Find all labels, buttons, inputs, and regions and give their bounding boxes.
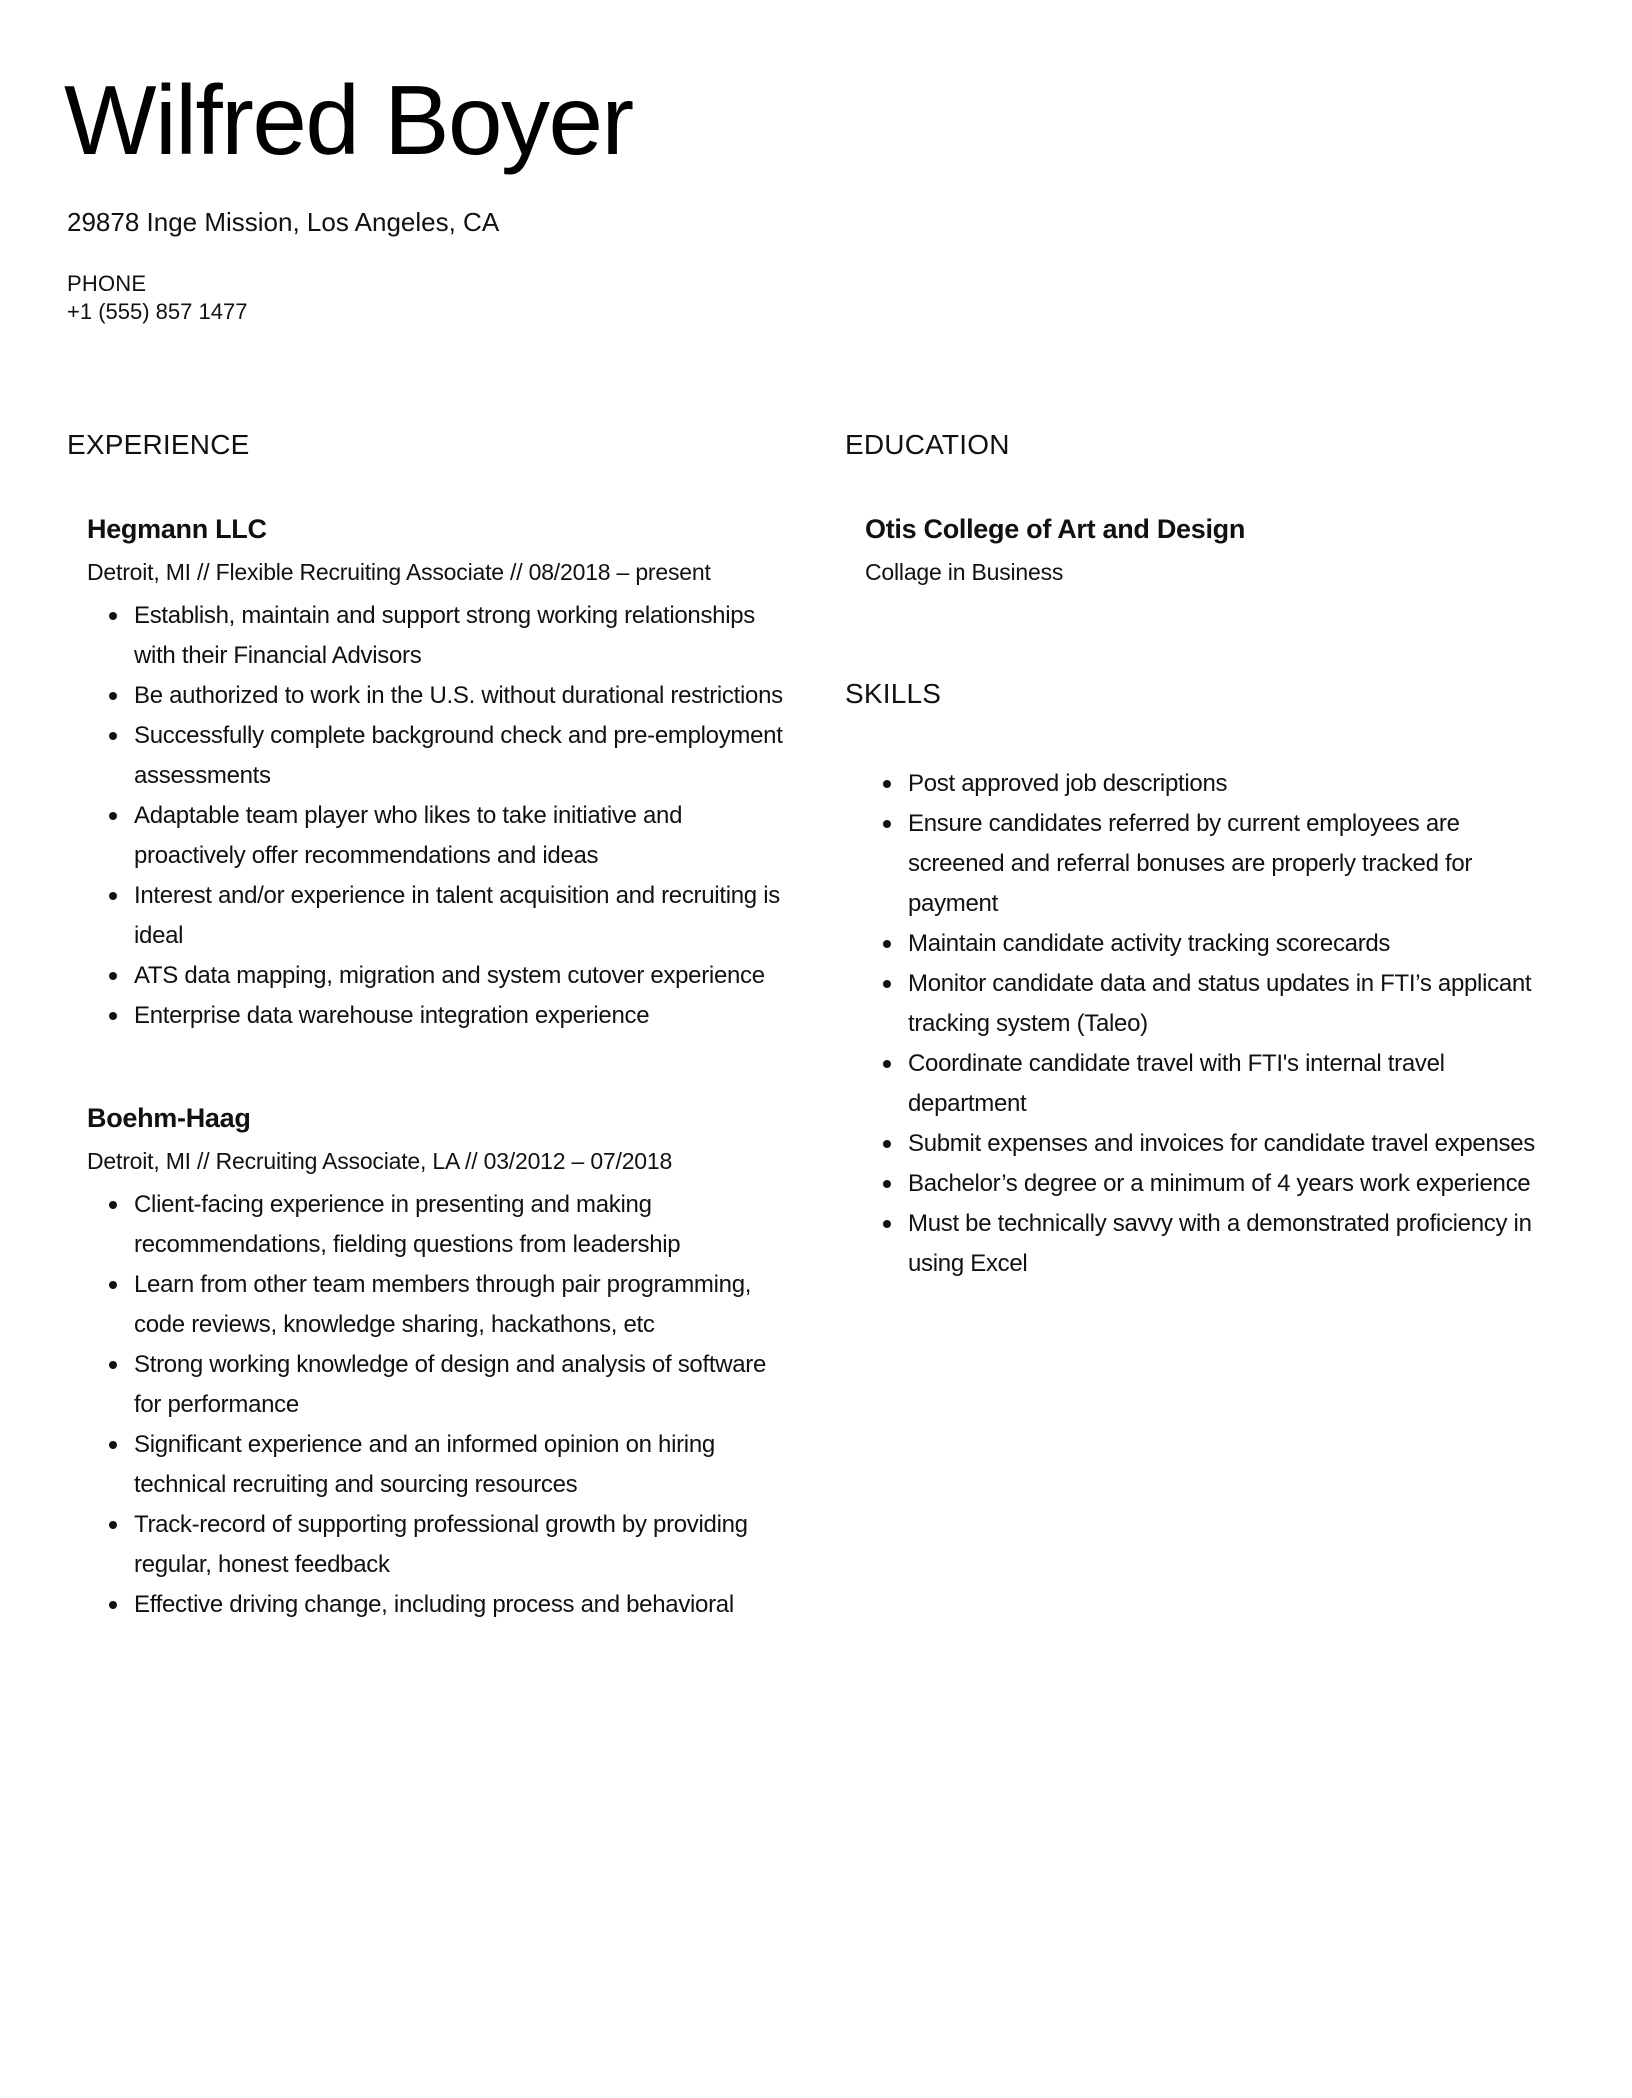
job-bullet bbox=[134, 876, 784, 956]
job-bullet-text: Strong working knowledge of design and analysis of software for performance bbox=[134, 1351, 767, 1418]
bullet-icon bbox=[109, 1201, 117, 1209]
job-bullet bbox=[134, 1345, 784, 1425]
bullet-icon bbox=[109, 812, 117, 820]
bullet-icon bbox=[883, 1220, 891, 1228]
job-bullet bbox=[134, 1425, 784, 1505]
job-bullet-text: Effective driving change, including process and behavioral bbox=[134, 1591, 734, 1618]
skill-item bbox=[908, 804, 1548, 924]
skill-item bbox=[908, 1124, 1548, 1164]
skill-item bbox=[908, 1044, 1548, 1124]
bullet-icon bbox=[883, 820, 891, 828]
skills-list bbox=[845, 764, 1548, 1284]
school-name: Otis College of Art and Design bbox=[865, 514, 1246, 544]
skill-text: Must be technically savvy with a demonstrated proficiency in using Excel bbox=[908, 1210, 1532, 1277]
education-entry bbox=[865, 511, 1545, 588]
job-bullet-text: Client-facing experience in presenting and making recommendations, fielding questions from leadership bbox=[134, 1191, 681, 1258]
job-bullet-text: Enterprise data warehouse integration experience bbox=[134, 1002, 650, 1029]
job-bullet-text: Significant experience and an informed opinion on hiring technical recruiting and sourcing resources bbox=[134, 1431, 715, 1498]
skills-section bbox=[845, 674, 1545, 1284]
address: 29878 Inge Mission, Los Angeles, CA bbox=[67, 207, 500, 237]
education-section bbox=[845, 425, 1545, 588]
bullet-icon bbox=[883, 980, 891, 988]
degree: Collage in Business bbox=[865, 559, 1064, 585]
job-bullet bbox=[134, 1265, 784, 1345]
job-meta: Detroit, MI // Flexible Recruiting Associate // 08/2018 – present bbox=[87, 559, 711, 585]
skill-text: Coordinate candidate travel with FTI's internal travel department bbox=[908, 1050, 1445, 1117]
skill-text: Maintain candidate activity tracking scorecards bbox=[908, 930, 1391, 957]
job-bullet bbox=[134, 996, 784, 1036]
bullet-icon bbox=[109, 1521, 117, 1529]
job-bullet bbox=[134, 596, 784, 676]
skill-text: Bachelor’s degree or a minimum of 4 years work experience bbox=[908, 1170, 1531, 1197]
education-heading: EDUCATION bbox=[845, 429, 1010, 460]
phone-number: +1 (555) 857 1477 bbox=[67, 299, 248, 324]
job-entry bbox=[87, 1100, 787, 1625]
skill-item bbox=[908, 964, 1548, 1044]
job-bullet-text: Learn from other team members through pair programming, code reviews, knowledge sharing, hackathons, etc bbox=[134, 1271, 752, 1338]
bullet-icon bbox=[883, 1060, 891, 1068]
job-bullet bbox=[134, 1585, 784, 1625]
experience-section bbox=[67, 425, 787, 1625]
job-bullets bbox=[87, 1185, 784, 1625]
bullet-icon bbox=[883, 1180, 891, 1188]
job-entry bbox=[87, 511, 787, 1036]
bullet-icon bbox=[109, 972, 117, 980]
skill-text: Post approved job descriptions bbox=[908, 770, 1228, 797]
phone-label: PHONE bbox=[67, 271, 147, 296]
job-bullet-text: Adaptable team player who likes to take initiative and proactively offer recommendations and ideas bbox=[134, 802, 683, 869]
section-spacer bbox=[845, 588, 1545, 674]
job-bullet bbox=[134, 956, 784, 996]
job-bullet bbox=[134, 1185, 784, 1265]
job-bullet-text: ATS data mapping, migration and system cutover experience bbox=[134, 962, 765, 989]
job-meta: Detroit, MI // Recruiting Associate, LA // 03/2012 – 07/2018 bbox=[87, 1148, 673, 1174]
experience-heading: EXPERIENCE bbox=[67, 429, 250, 460]
job-bullet bbox=[134, 1505, 784, 1585]
bullet-icon bbox=[109, 1012, 117, 1020]
job-company: Hegmann LLC bbox=[87, 514, 267, 544]
bullet-icon bbox=[109, 612, 117, 620]
bullet-icon bbox=[109, 1281, 117, 1289]
job-bullet bbox=[134, 716, 784, 796]
skill-text: Ensure candidates referred by current employees are screened and referral bonuses are properly tracked for payment bbox=[908, 810, 1473, 917]
job-bullets bbox=[87, 596, 784, 1036]
job-bullet bbox=[134, 676, 784, 716]
right-column bbox=[845, 425, 1545, 1284]
skill-item bbox=[908, 764, 1548, 804]
job-bullet-text: Establish, maintain and support strong working relationships with their Financial Advisors bbox=[134, 602, 756, 669]
bullet-icon bbox=[883, 780, 891, 788]
job-bullet bbox=[134, 796, 784, 876]
bullet-icon bbox=[109, 892, 117, 900]
skill-text: Submit expenses and invoices for candidate travel expenses bbox=[908, 1130, 1535, 1157]
bullet-icon bbox=[883, 940, 891, 948]
job-bullet-text: Successfully complete background check and pre-employment assessments bbox=[134, 722, 783, 789]
bullet-icon bbox=[109, 732, 117, 740]
candidate-name: Wilfred Boyer bbox=[64, 65, 633, 175]
job-company: Boehm-Haag bbox=[87, 1103, 251, 1133]
bullet-icon bbox=[109, 692, 117, 700]
job-bullet-text: Interest and/or experience in talent acquisition and recruiting is ideal bbox=[134, 882, 780, 949]
skill-item bbox=[908, 1204, 1548, 1284]
job-bullet-text: Track-record of supporting professional growth by providing regular, honest feedback bbox=[134, 1511, 748, 1578]
skill-item bbox=[908, 924, 1548, 964]
bullet-icon bbox=[109, 1601, 117, 1609]
bullet-icon bbox=[109, 1441, 117, 1449]
skills-heading: SKILLS bbox=[845, 678, 942, 709]
skill-text: Monitor candidate data and status updates in FTI’s applicant tracking system (Taleo) bbox=[908, 970, 1532, 1037]
job-bullet-text: Be authorized to work in the U.S. without durational restrictions bbox=[134, 682, 783, 709]
bullet-icon bbox=[109, 1361, 117, 1369]
bullet-icon bbox=[883, 1140, 891, 1148]
skill-item bbox=[908, 1164, 1548, 1204]
